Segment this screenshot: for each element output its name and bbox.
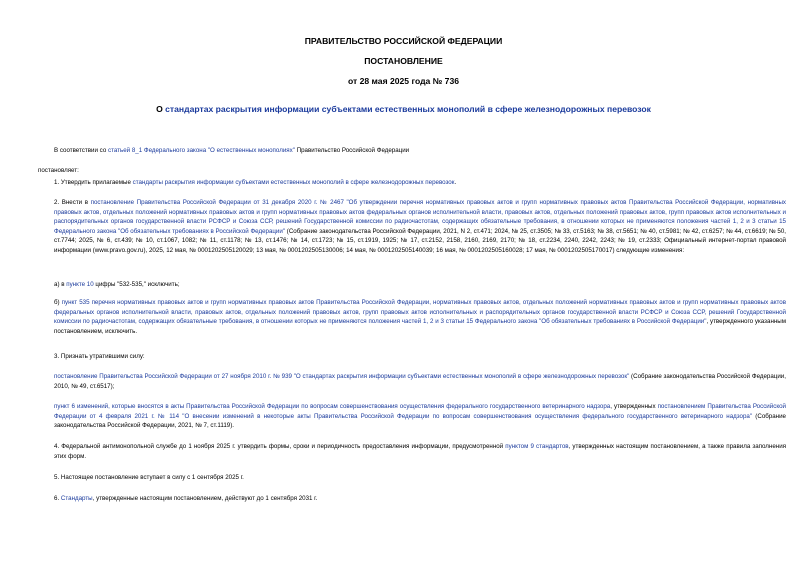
standards-link[interactable]: стандарты раскрытия информации субъектами естественных монополий в сфере железнодорожных перевозок <box>132 179 455 186</box>
p2-text-end: (Собрание законодательства Российской Федерации, 2021, N 2, ст.471; 2024, № 25, ст.3505; № 33, ст.5163; № 38, ст.5651; № 40, ст.5981; № 42, ст.6257; № 44, ст.6619; № 50, ст.7744; 2025, № 6, ст.439; № 10, ст.1067, 1082; № 11, ст.1178; № 13, ст.1476; № 14, ст.1723; № 15, ст.1919, 1925; № 17, ст.2152, 2158, 2160, 2169, 2170; № 18, ст.2234, 2240, 2242, 2243; № 19, ст.2333; Официальный интернет-портал правовой информации (www.pravo.gov.ru), 2025, 12 мая, № 0001202505120029; 13 мая, № 0001202505130006; 14 мая, № 0001202505140039; 16 мая, № 0001202505160028; 17 мая, № 0001202505170017) следующие изменения: <box>54 227 786 254</box>
point-535-link[interactable]: пункт 535 перечня нормативных правовых актов и групп нормативных правовых актов Правительства Российской Федерации, нормативных правовых актов, отдельных положений нормативных правовых актов и групп нормативных правовых актов федеральных органов исполнительной власти, правовых актов, отдельных положений правовых актов, групп правовых актов исполнительных и распорядительных органов государственной власти РСФСР и Союза ССР, решений Государственной комиссии по радиочастотам, содержащих обязательные требования, в отношении которых не применяются положения частей 1, 2 и 3 статьи 15 Федерального закона "Об обязательных требованиях в Российской Федерации" <box>54 299 787 325</box>
title-prefix: О <box>156 104 166 114</box>
paragraph-4 <box>38 442 786 461</box>
paragraph-3: 3. Признать утратившими силу: <box>54 353 145 360</box>
document-type: ПОСТАНОВЛЕНИЕ <box>364 56 443 66</box>
paragraph-2 <box>38 198 786 255</box>
p4-text: 4. Федеральной антимонопольной службе до 1 ноября 2025 г. утвердить формы, сроки и периодичность предоставления информации, предусмотренной <box>54 443 506 450</box>
intro-text-end: Правительство Российской Федерации <box>294 147 410 154</box>
p3a-text-end: (Собрание законодательства Российской Федерации, 2010, № 49, ст.6517); <box>54 373 786 390</box>
point-10-link[interactable]: пункте 10 <box>66 281 94 288</box>
p2b-text: б) <box>54 299 62 306</box>
intro-text: В соответствии со <box>54 147 108 154</box>
paragraph-6 <box>38 494 786 504</box>
p1-text-end: . <box>454 179 457 186</box>
resolution-114-link[interactable]: постановлением Правительства Российской Федерации от 4 февраля 2021 г. № 114 "О внесении изменений в некоторые акты Правительства Российской Федерации по вопросам совершенствования осуществления федерального государственного ветеринарного надзора" <box>54 403 786 420</box>
issuer-heading: ПРАВИТЕЛЬСТВО РОССИЙСКОЙ ФЕДЕРАЦИИ <box>304 36 503 46</box>
document-title <box>0 104 807 114</box>
p2-text: 2. Внести в <box>54 199 91 206</box>
p2b-text-end: , утвержденного указанным постановлением, исключить. <box>54 318 786 335</box>
paragraph-2b <box>38 298 786 336</box>
standards-short-link[interactable]: Стандарты <box>60 495 93 502</box>
p6-text: 6. <box>54 495 61 502</box>
law-article-link[interactable]: статьей 8_1 Федерального закона "О естественных монополиях" <box>107 147 295 154</box>
document-date-number: от 28 мая 2025 года № 736 <box>347 76 460 86</box>
p2a-text-end: цифры "532-535," исключить; <box>93 281 180 288</box>
paragraph-1 <box>38 178 786 188</box>
intro-paragraph <box>38 146 786 156</box>
paragraph-5: 5. Настоящее постановление вступает в силу с 1 сентября 2025 г. <box>54 474 244 481</box>
decides-line: постановляет: <box>38 167 79 174</box>
paragraph-2a <box>38 280 786 290</box>
resolution-2467-link[interactable]: постановление Правительства Российской Федерации от 31 декабря 2020 г. № 2467 "Об утверждении перечня нормативных правовых актов и групп нормативных правовых актов Правительства Российской Федерации, нормативных правовых актов, отдельных положений нормативных правовых актов и групп нормативных правовых актов федеральных органов исполнительной власти, правовых актов, отдельных положений правовых актов, групп правовых актов исполнительных и распорядительных органов государственной власти РСФСР и Союза ССР, решений Государственной комиссии по радиочастотам, содержащих обязательные требования, в отношении которых не применяются положения частей 1, 2 и 3 статьи 15 Федерального закона "Об обязательных требованиях в Российской Федерации" <box>54 199 786 235</box>
point-9-link[interactable]: пунктом 9 стандартов <box>505 443 569 450</box>
p6-text-end: , утвержденные настоящим постановлением, действуют до 1 сентября 2031 г. <box>92 495 318 502</box>
p3b-text-mid: , утвержденных <box>610 403 658 410</box>
paragraph-3b <box>38 402 786 431</box>
resolution-939-link[interactable]: постановление Правительства Российской Федерации от 27 ноября 2010 г. № 939 "О стандартах раскрытия информации субъектами естественных монополий в сфере железнодорожных перевозок" <box>54 373 630 380</box>
p1-text: 1. Утвердить прилагаемые <box>54 179 133 186</box>
paragraph-3a <box>38 372 786 391</box>
p2a-text: а) в <box>54 281 67 288</box>
title-link[interactable]: стандартах раскрытия информации субъектами естественных монополий в сфере железнодорожных перевозок <box>165 104 651 114</box>
p4-text-end: , утвержденных настоящим постановлением, а также правила заполнения этих форм. <box>54 443 786 460</box>
point-6-link[interactable]: пункт 6 изменений, которые вносятся в акты Правительства Российской Федерации по вопросам совершенствования осуществления федерального государственного ветеринарного надзора <box>54 403 611 410</box>
p3b-text-end: (Собрание законодательства Российской Федерации, 2021, № 7, ст.1119). <box>54 412 786 429</box>
